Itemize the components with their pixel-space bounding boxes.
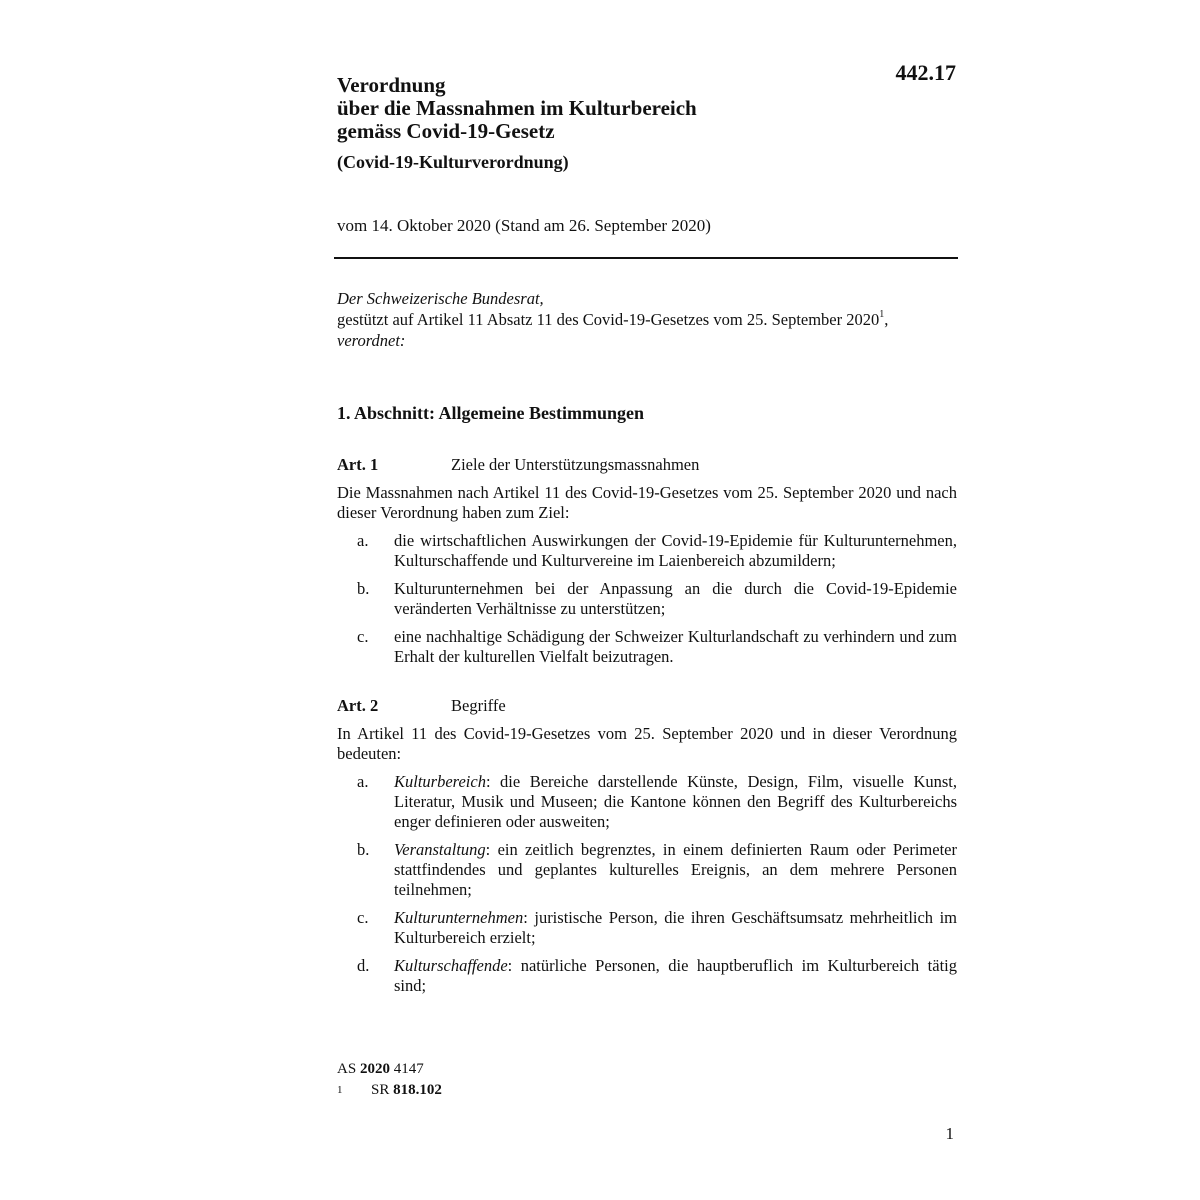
enactment-date: vom 14. Oktober 2020 (Stand am 26. September 2020) <box>337 216 711 235</box>
defined-term: Veranstaltung <box>394 840 486 859</box>
article-items <box>337 531 957 667</box>
list-item <box>337 840 957 900</box>
title-line-1: Verordnung <box>337 73 446 97</box>
definition-text: : ein zeitlich begrenztes, in einem definierten Raum oder Perimeter stattfindendes und geplantes kulturelles Ereignis, an dem mehrere Personen teilnehmen; <box>394 840 957 899</box>
definition-text: : juristische Person, die ihren Geschäftsumsatz mehrheitlich im Kulturbereich erzielt; <box>394 908 957 947</box>
defined-term: Kulturschaffende <box>394 956 508 975</box>
article-items <box>337 772 957 996</box>
title-block <box>337 74 897 173</box>
article-intro: Die Massnahmen nach Artikel 11 des Covid-19-Gesetzes vom 25. September 2020 und nach dieser Verordnung haben zum Ziel: <box>337 483 957 522</box>
item-letter: c. <box>357 908 369 927</box>
list-item <box>337 531 957 571</box>
item-letter: a. <box>357 772 369 791</box>
item-text: Kulturunternehmen bei der Anpassung an die durch die Covid-19-Epidemie veränderten Verhältnisse zu unterstützen; <box>394 579 957 618</box>
defined-term: Kulturbereich <box>394 772 486 791</box>
footnote-prefix: SR <box>371 1082 390 1098</box>
definition-text: : natürliche Personen, die hauptberuflich im Kulturbereich tätig sind; <box>394 956 957 995</box>
page-number: 1 <box>945 1124 954 1143</box>
defined-term: Kulturunternehmen <box>394 908 524 927</box>
article-intro: In Artikel 11 des Covid-19-Gesetzes vom 25. September 2020 und in dieser Verordnung bedeuten: <box>337 724 957 763</box>
footnote-ref[interactable]: 818.102 <box>393 1082 442 1098</box>
item-text <box>394 772 957 832</box>
article-number: Art. 2 <box>337 696 379 715</box>
list-item <box>337 579 957 619</box>
item-letter: c. <box>357 627 369 646</box>
source-year: 2020 <box>359 1061 390 1077</box>
source-reference <box>337 1059 442 1080</box>
article-header <box>337 455 957 475</box>
list-item <box>337 627 957 667</box>
list-item <box>337 908 957 948</box>
footnote-text <box>371 1080 442 1101</box>
footnotes <box>337 1059 442 1101</box>
preamble <box>337 288 957 351</box>
short-title: (Covid-19-Kulturverordnung) <box>337 152 569 172</box>
list-item <box>337 772 957 832</box>
article-title: Begriffe <box>451 696 506 715</box>
section-heading: 1. Abschnitt: Allgemeine Bestimmungen <box>337 403 645 423</box>
item-letter: a. <box>357 531 369 550</box>
item-text: die wirtschaftlichen Auswirkungen der Covid-19-Epidemie für Kulturunternehmen, Kulturschaffende und Kulturvereine im Laienbereich abzumildern; <box>394 531 957 570</box>
source-page: 4147 <box>393 1061 424 1077</box>
item-letter: b. <box>357 579 370 598</box>
footnote-marker[interactable]: 1 <box>879 309 885 320</box>
preamble-authority: Der Schweizerische Bundesrat, <box>337 289 544 308</box>
article-1 <box>337 455 957 675</box>
title-line-2: über die Massnahmen im Kulturbereich <box>337 96 697 120</box>
preamble-basis <box>337 309 957 330</box>
header-divider <box>334 257 958 259</box>
definition-text: : die Bereiche darstellende Künste, Design, Film, visuelle Kunst, Literatur, Musik und Museen; die Kantone können den Begriff des Kulturbereichs enger definieren oder ausweiten; <box>394 772 957 831</box>
source-prefix: AS <box>337 1061 357 1077</box>
item-letter: b. <box>357 840 370 859</box>
article-number: Art. 1 <box>337 455 379 474</box>
preamble-basis-end: , <box>884 310 889 329</box>
item-text <box>394 956 957 996</box>
item-letter: d. <box>357 956 370 975</box>
item-text: eine nachhaltige Schädigung der Schweizer Kulturlandschaft zu verhindern und zum Erhalt der kulturellen Vielfalt beizutragen. <box>394 627 957 666</box>
article-title: Ziele der Unterstützungsmassnahmen <box>451 455 700 474</box>
item-text <box>394 908 957 948</box>
preamble-decree: verordnet: <box>337 331 406 350</box>
article-header <box>337 696 957 716</box>
title-line-3: gemäss Covid-19-Gesetz <box>337 119 555 143</box>
sr-number: 442.17 <box>895 60 956 85</box>
list-item <box>337 956 957 996</box>
preamble-basis-text: gestützt auf Artikel 11 Absatz 11 des Covid-19-Gesetzes vom 25. September 2020 <box>337 310 880 329</box>
article-2 <box>337 696 957 1004</box>
footnote-number: 1 <box>337 1084 343 1096</box>
item-text <box>394 840 957 900</box>
footnote-1 <box>337 1080 442 1101</box>
